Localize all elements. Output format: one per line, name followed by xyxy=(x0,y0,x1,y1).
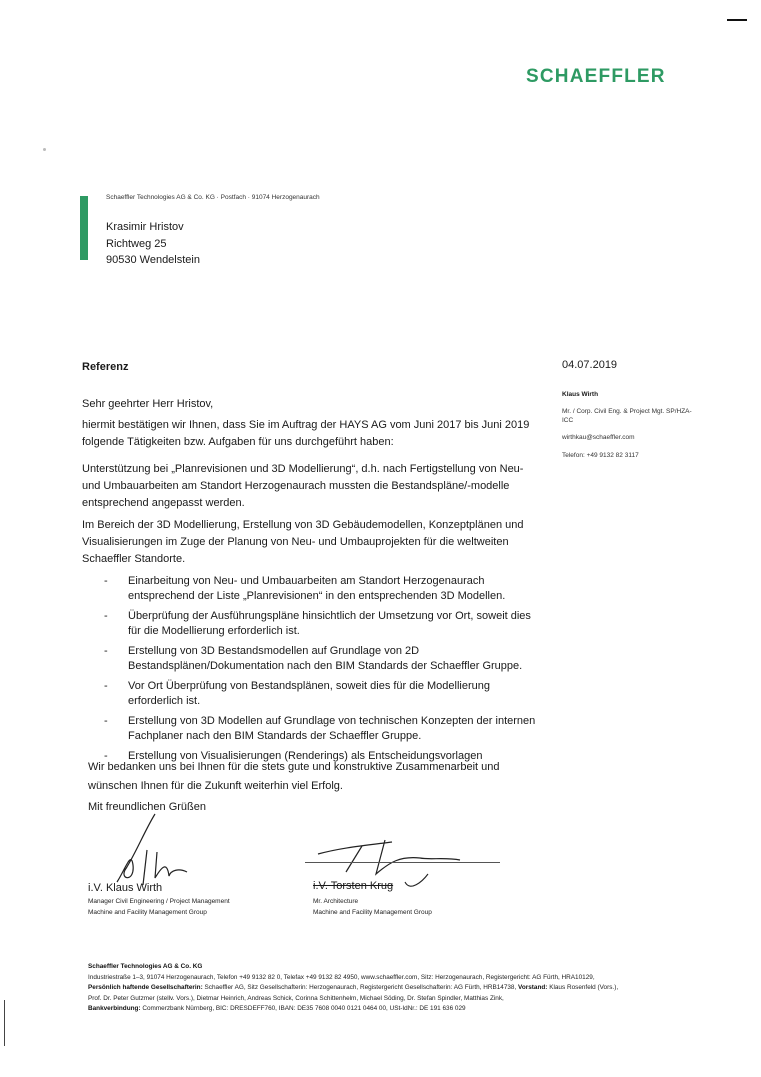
signatory-1-group: Machine and Facility Management Group xyxy=(88,909,207,916)
footer-bank-label: Bankverbindung: xyxy=(88,1005,141,1013)
subject-heading: Referenz xyxy=(82,361,129,373)
footer-board-text: Klaus Rosenfeld (Vors.), xyxy=(549,984,619,992)
signatory-2-name: i.V. Torsten Krug xyxy=(313,880,394,892)
footer-line-2 xyxy=(88,983,688,994)
list-item-text: Erstellung von 3D Modellen auf Grundlage von technischen Konzepten der internen Fachplaner nach den BIM Standards der Schaeffler Gruppe. xyxy=(128,715,536,742)
recipient-street: Richtweg 25 xyxy=(106,237,167,250)
list-item-text: Erstellung von 3D Bestandsmodellen auf Grundlage von 2D Bestandsplänen/Dokumentation nach den BIM Standards der Schaeffler Gruppe. xyxy=(128,645,523,672)
paragraph-support: Unterstützung bei „Planrevisionen und 3D Modellierung“, d.h. nach Fertigstellung von Neu- und Umbauarbeiten am Standort Herzogenaurach mussten die Bestandspläne/-modelle entsprechend angepasst werden. xyxy=(82,463,524,509)
bullet-mark: - xyxy=(104,610,108,622)
footer-board-label: Vorstand: xyxy=(518,984,548,992)
recipient-name: Krasimir Hristov xyxy=(106,221,184,233)
bullet-mark: - xyxy=(104,575,108,587)
bullet-mark: - xyxy=(104,750,108,762)
edge-mark xyxy=(4,1000,5,1046)
company-footer xyxy=(88,962,688,1015)
footer-line-3: Prof. Dr. Peter Gutzmer (stellv. Vors.), Dietmar Heinrich, Andreas Schick, Corinna Schittenhelm, Michael Söding, Dr. Stefan Spindler, Matthias Zink, xyxy=(88,994,504,1002)
paragraph-intro: hiermit bestätigen wir Ihnen, dass Sie im Auftrag der HAYS AG vom Juni 2017 bis Juni 2019 folgende Tätigkeiten bzw. Aufgaben für uns durchgeführt haben: xyxy=(82,419,530,448)
contact-phone: Telefon: +49 9132 82 3117 xyxy=(562,452,639,459)
signatory-2-group: Machine and Facility Management Group xyxy=(313,909,432,916)
recipient-city: 90530 Wendelstein xyxy=(106,254,200,266)
signatory-2-role xyxy=(313,896,432,918)
recipient-address xyxy=(106,219,200,269)
letter-date: 04.07.2019 xyxy=(562,359,618,371)
signature-line xyxy=(305,862,500,863)
list-item-text: Einarbeitung von Neu- und Umbauarbeiten am Standort Herzogenaurach entsprechend der Liste „Planrevisionen“ in den entsprechenden 3D Modellen. xyxy=(128,575,506,602)
footer-company: Schaeffler Technologies AG & Co. KG xyxy=(88,963,203,970)
footer-line-1: Industriestraße 1–3, 91074 Herzogenaurach, Telefon +49 9132 82 0, Telefax +49 9132 82 4950, www.schaeffler.com, Sitz: Herzogenaurach, Registergericht: AG Fürth, HRA10129, xyxy=(88,973,595,981)
signatory-1-title: Manager Civil Engineering / Project Management xyxy=(88,898,230,905)
list-item-text: Vor Ort Überprüfung von Bestandsplänen, soweit dies für die Modellierung erforderlich ist. xyxy=(128,680,490,707)
salutation: Sehr geehrter Herr Hristov, xyxy=(82,398,214,410)
signatory-1-name: i.V. Klaus Wirth xyxy=(88,882,163,894)
list-item xyxy=(82,609,542,639)
regards: Mit freundlichen Grüßen xyxy=(88,801,206,813)
list-item-text: Erstellung von Visualisierungen (Renderings) als Entscheidungsvorlagen xyxy=(128,750,483,762)
scan-speck xyxy=(43,148,46,151)
list-item-text: Überprüfung der Ausführungspläne hinsichtlich der Umsetzung vor Ort, soweit dies für die Modellierung erforderlich ist. xyxy=(128,610,531,637)
footer-partner-text: Schaeffler AG, Sitz Gesellschafterin: Herzogenaurach, Registergericht Gesellschafterin: AG Fürth, HRB14738, xyxy=(204,984,517,992)
contact-email: wirthkau@schaeffler.com xyxy=(562,434,635,441)
paragraph-modeling: Im Bereich der 3D Modellierung, Erstellung von 3D Gebäudemodellen, Konzeptplänen und Visualisierungen im Zuge der Planung von Neu- und Umbauprojekten für die weltweiten Schaeffler Standorte. xyxy=(82,519,524,565)
company-logo: SCHAEFFLER xyxy=(526,66,666,87)
bullet-mark: - xyxy=(104,715,108,727)
signatory-2-title: Mr. Architecture xyxy=(313,898,359,905)
task-list xyxy=(82,574,542,769)
contact-role: Mr. / Corp. Civil Eng. & Project Mgt. SP/HZA-ICC xyxy=(562,408,692,424)
footer-bank-text: Commerzbank Nürnberg, BIC: DRESDEFF760, IBAN: DE35 7608 0040 0121 0464 00, USt-IdNr.: DE 191 636 029 xyxy=(142,1005,466,1013)
list-item xyxy=(82,574,542,604)
list-item xyxy=(82,644,542,674)
address-accent-bar xyxy=(80,196,88,260)
top-right-dash xyxy=(727,19,747,21)
footer-partner-label: Persönlich haftende Gesellschafterin: xyxy=(88,984,203,992)
bullet-mark: - xyxy=(104,680,108,692)
signature-wirth-image xyxy=(95,810,205,890)
closing-paragraph: Wir bedanken uns bei Ihnen für die stets gute und konstruktive Zusammenarbeit und wünschen Ihnen für die Zukunft weiterhin viel Erfolg. xyxy=(88,761,500,792)
signatory-1-role xyxy=(88,896,230,918)
list-item xyxy=(82,679,542,709)
bullet-mark: - xyxy=(104,645,108,657)
contact-name: Klaus Wirth xyxy=(562,391,599,398)
sender-line: Schaeffler Technologies AG & Co. KG · Postfach · 91074 Herzogenaurach xyxy=(106,194,320,201)
list-item xyxy=(82,714,542,744)
footer-line-4 xyxy=(88,1004,688,1015)
